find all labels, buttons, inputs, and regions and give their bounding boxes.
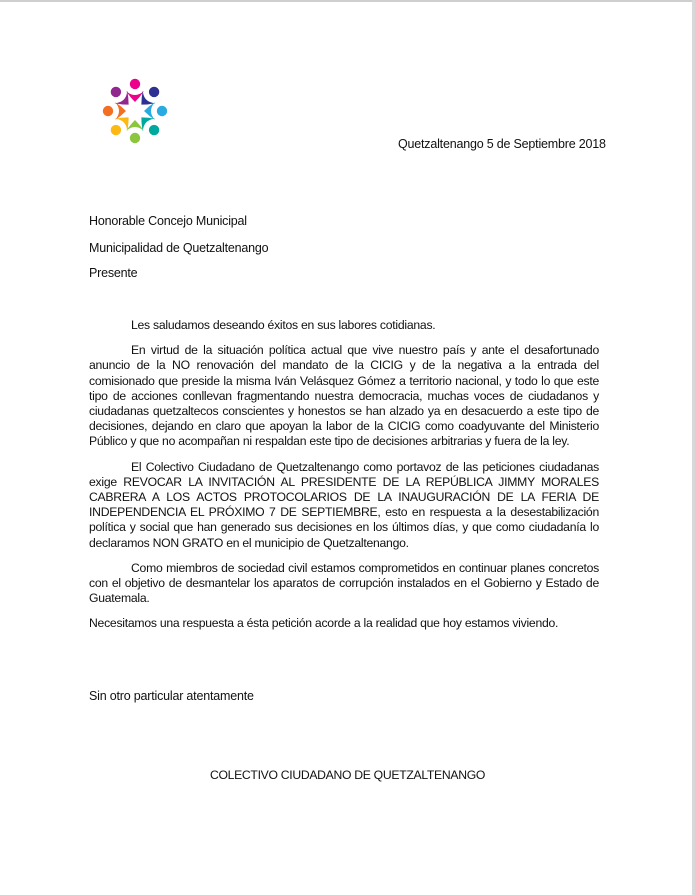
letter-date: Quetzaltenango 5 de Septiembre 2018 bbox=[398, 137, 606, 151]
logo-figures bbox=[103, 79, 167, 143]
page-top-edge bbox=[0, 0, 695, 2]
paragraph-2: El Colectivo Ciudadano de Quetzaltenango como portavoz de las peticiones ciudadanas exige REVOCAR LA INVITACIÓN AL PRESIDENTE DE LA REPÚBLICA JIMMY MORALES CABRERA A LOS ACTOS PROTOCOLARIOS DE LA INAUGURACIÓN DE LA FERIA DE INDEPENDENCIA EL PRÓXIMO 7 DE SEPTIEMBRE, esto en respuesta a la desestabilización política y social que han generado sus decisiones en los últimos días, y que como ciudadanía lo declaramos NON GRATO en el municipio de Quetzaltenango. bbox=[89, 459, 599, 550]
people-circle-logo-icon bbox=[96, 76, 174, 146]
paragraph-4: Necesitamos una respuesta a ésta petición acorde a la realidad que hoy estamos viviendo. bbox=[89, 616, 559, 631]
closing-line: Sin otro particular atentamente bbox=[89, 689, 254, 703]
recipient-line-2: Municipalidad de Quetzaltenango bbox=[89, 241, 269, 255]
letter-body bbox=[89, 318, 599, 632]
paragraph-3: Como miembros de sociedad civil estamos comprometidos en continuar planes concretos con el objetivo de desmantelar los aparatos de corrupción instalados en el Gobierno y Estado de Guatemala. bbox=[89, 560, 599, 606]
greeting-paragraph: Les saludamos deseando éxitos en sus labores cotidianas. bbox=[131, 318, 436, 332]
recipient-line-3: Presente bbox=[89, 266, 138, 280]
signatory-organization: COLECTIVO CIUDADANO DE QUETZALTENANGO bbox=[209, 768, 486, 782]
paragraph-1: En virtud de la situación política actual que vive nuestro país y ante el desafortunado anuncio de la NO renovación del mandato de la CICIG y de la negativa a la entrada del comisionado que preside la misma Iván Velásquez Gómez a territorio nacional, y todo lo que este tipo de acciones conllevan fragmentando nuestra democracia, muchas voces de ciudadanos y ciudadanas quetzaltecos conscientes y honestos se han alzado ya en desacuerdo a este tipo de decisiones, dejando en claro que apoyan la labor de la CICIG como coadyuvante del Ministerio Público y que no acompañan ni respaldan este tipo de decisiones arbitrarias y fuera de la ley. bbox=[89, 343, 599, 449]
recipient-line-1: Honorable Concejo Municipal bbox=[89, 214, 247, 228]
